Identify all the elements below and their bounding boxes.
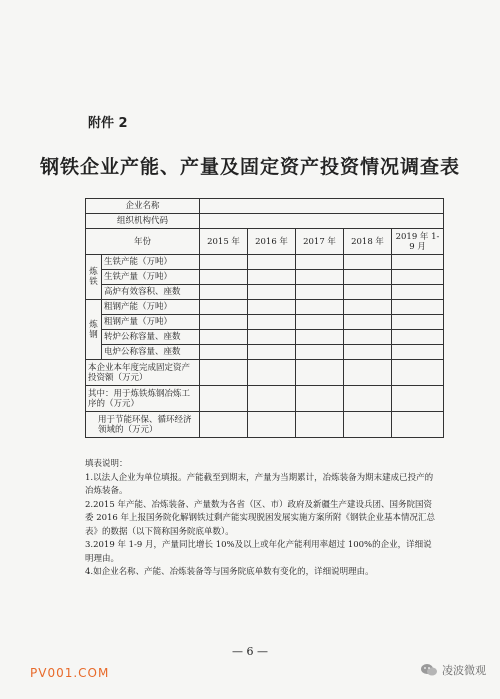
instructions xyxy=(85,458,437,580)
table-row xyxy=(86,412,444,438)
table-row xyxy=(86,360,444,386)
year-header: 2016 年 xyxy=(248,229,296,255)
row-label: 生铁产量（万吨） xyxy=(102,270,200,285)
survey-table xyxy=(85,198,444,438)
table-row xyxy=(86,255,444,270)
table-row xyxy=(86,229,444,255)
year-header: 2017 年 xyxy=(296,229,344,255)
row-label: 电炉公称容量、座数 xyxy=(102,345,200,360)
page-number: — 6 — xyxy=(232,645,268,658)
instruction-item: 3.2019 年 1-9 月，产量同比增长 10%及以上或年化产能利用率超过 100%的企业，详细说明理由。 xyxy=(85,540,432,564)
table-row xyxy=(86,315,444,330)
year-header: 2018 年 xyxy=(344,229,392,255)
smelting-label: 炼铁 xyxy=(86,255,102,300)
table-row xyxy=(86,285,444,300)
year-header: 2015 年 xyxy=(200,229,248,255)
table-row xyxy=(86,214,444,229)
table-row xyxy=(86,345,444,360)
table-row xyxy=(86,300,444,315)
row-label: 其中：用于炼铁炼钢冶炼工序的（万元） xyxy=(86,386,200,412)
table-row xyxy=(86,386,444,412)
watermark-account-name: 凌波微观 xyxy=(442,664,486,677)
company-name-cell xyxy=(200,199,444,214)
year-label: 年份 xyxy=(86,229,200,255)
table-row xyxy=(86,199,444,214)
watermark-account xyxy=(420,662,486,678)
row-label: 高炉有效容积、座数 xyxy=(102,285,200,300)
org-code-cell xyxy=(200,214,444,229)
row-label: 用于节能环保、循环经济领域的（万元） xyxy=(86,412,200,438)
instructions-heading: 填表说明： xyxy=(85,459,128,469)
company-name-label: 企业名称 xyxy=(86,199,200,214)
attachment-label: 附件 2 xyxy=(88,116,128,131)
row-label: 本企业本年度完成固定资产投资额（万元） xyxy=(86,360,200,386)
row-label: 粗钢产量（万吨） xyxy=(102,315,200,330)
year-header: 2019 年 1-9 月 xyxy=(392,229,444,255)
page-title: 钢铁企业产能、产量及固定资产投资情况调查表 xyxy=(39,156,460,178)
table-row xyxy=(86,270,444,285)
row-label: 生铁产能（万吨） xyxy=(102,255,200,270)
instruction-item: 1.以法人企业为单位填报。产能截至到期末，产量为当期累计，冶炼装备为期末建成已投产的冶炼装备。 xyxy=(85,472,434,496)
steelmaking-label: 炼钢 xyxy=(86,300,102,360)
wechat-icon xyxy=(420,663,438,677)
org-code-label: 组织机构代码 xyxy=(86,214,200,229)
row-label: 粗钢产能（万吨） xyxy=(102,300,200,315)
instruction-item: 4.如企业名称、产能、冶炼装备等与国务院底单数有变化的，详细说明理由。 xyxy=(85,567,374,577)
table-row xyxy=(86,330,444,345)
instruction-item: 2.2015 年产能、冶炼装备、产量数为各省（区、市）政府及新疆生产建设兵团、国务院国资委 2016 年上报国务院化解钢铁过剩产能实现脱困发展实施方案所附《钢铁企业基本情况汇总表》的数据（以下简称国务院底单数）。 xyxy=(85,499,436,537)
row-label: 转炉公称容量、座数 xyxy=(102,330,200,345)
watermark-site: PV001.COM xyxy=(30,666,110,680)
